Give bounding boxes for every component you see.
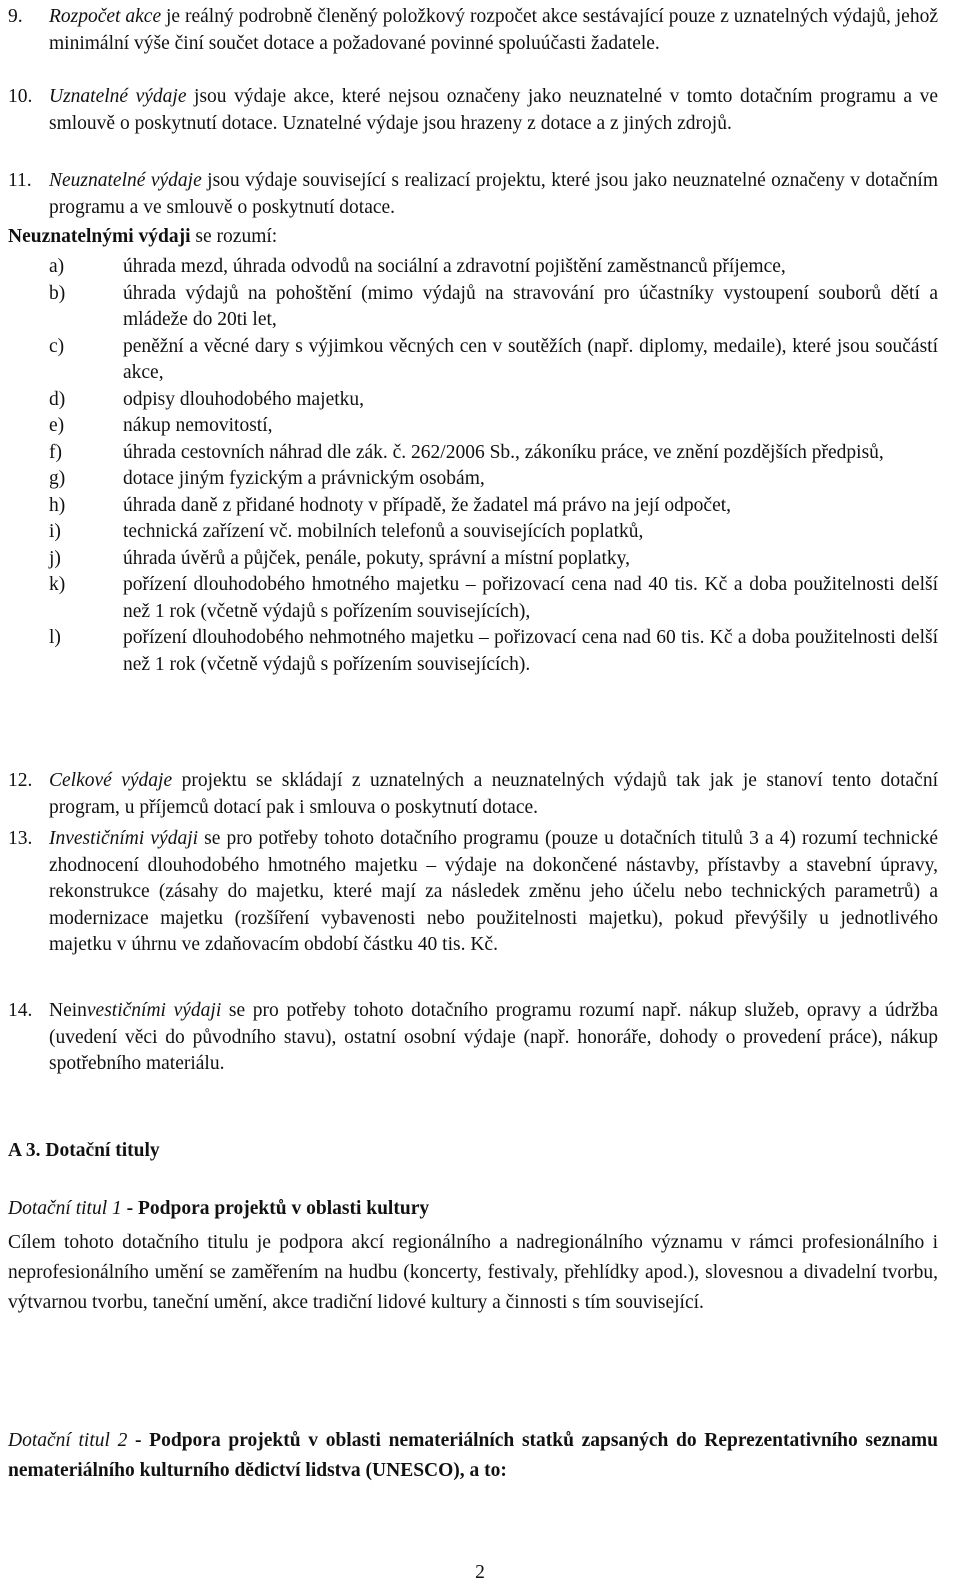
- term-prefix: Nein: [49, 1000, 87, 1021]
- lead-bold: Neuznatelnými výdaji: [8, 226, 191, 247]
- excluded-cost-item: [49, 572, 938, 625]
- definition-text: je reálný podrobně členěný položkový rozpočet akce sestávající pouze z uznatelných výdajů, jehož minimální výše činí součet dotace a požadované povinné spoluúčasti žadatele.: [49, 6, 938, 54]
- list-label: c): [49, 335, 65, 357]
- section-heading: A 3. Dotační tituly: [8, 1140, 160, 1161]
- item-text: [49, 4, 938, 57]
- excluded-costs-intro: [8, 224, 938, 251]
- title-italic: Dotační titul 1: [8, 1198, 122, 1219]
- page-number: 2: [475, 1562, 485, 1583]
- list-text: technická zařízení vč. mobilních telefonů a souvisejících poplatků,: [123, 521, 644, 543]
- list-label: k): [49, 574, 66, 596]
- title-bold: - Podpora projektů v oblasti nemateriálních statků zapsaných do Reprezentativního seznamu nemateriálního kulturního dědictví lidstva (UNESCO), a to:: [8, 1430, 938, 1482]
- list-label: i): [49, 521, 61, 543]
- definition-item-14: [8, 998, 938, 1078]
- definition-item-12: [8, 768, 938, 821]
- definition-text: se pro potřeby tohoto dotačního programu rozumí např. nákup služeb, opravy a údržba (uvedení věci do původního stavu), ostatní osobní výdaje (např. honoráře, dohody o provedení práce), nákup spotřebního materiálu.: [49, 1000, 939, 1075]
- list-text: úhrada mezd, úhrada odvodů na sociální a zdravotní pojištění zaměstnanců příjemce,: [123, 256, 786, 277]
- item-text: [49, 768, 938, 821]
- list-text: úhrada cestovních náhrad dle zák. č. 262/2006 Sb., zákoníku práce, ve znění pozdějších předpisů,: [123, 441, 884, 463]
- item-text: [49, 168, 938, 221]
- excluded-cost-item: [49, 413, 938, 440]
- item-text: [49, 84, 938, 137]
- definition-text: jsou výdaje související s realizací projektu, které jsou jako neuznatelné označeny v dotačním programu a ve smlouvě o poskytnutí dotace.: [49, 170, 938, 218]
- excluded-cost-item: [49, 254, 938, 281]
- defined-term: Uznatelné výdaje: [49, 86, 187, 107]
- item-number: 11.: [8, 170, 32, 191]
- item-text: [49, 826, 938, 959]
- lead-rest: se rozumí:: [190, 226, 278, 247]
- item-number: 13.: [8, 828, 33, 849]
- list-label: a): [49, 256, 65, 277]
- defined-term: Neuznatelné výdaje: [49, 170, 202, 191]
- list-text: úhrada daně z přidané hodnoty v případě, že žadatel má právo na její odpočet,: [123, 494, 732, 516]
- definition-text: se pro potřeby tohoto dotačního programu (pouze u dotačních titulů 3 a 4) rozumí technické zhodnocení dlouhodobého hmotného majetku – výdaje na dokončené nástavby, přístavby a stavební úpravy, rekonstrukce (zásahy do majetku, které mají za následek změnu jeho účelu nebo technických parametrů) a modernizace majetku (rozšíření vybavenosti nebo použitelnosti majetku), pokud převýšily u jednotlivého majetku v úhrnu ve zdaňovacím období částku 40 tis. Kč.: [49, 828, 938, 956]
- item-text: [49, 998, 938, 1078]
- defined-term: vestičními výdaji: [86, 1000, 222, 1021]
- excluded-cost-item: [49, 440, 938, 467]
- item-number: 10.: [8, 86, 33, 107]
- excluded-cost-item: [49, 493, 938, 520]
- item-number: 9.: [8, 6, 23, 27]
- definition-item-10: [8, 84, 938, 137]
- title-italic: Dotační titul 2: [8, 1430, 128, 1451]
- excluded-cost-item: [49, 334, 938, 387]
- excluded-cost-item: [49, 281, 938, 334]
- list-text: úhrada výdajů na pohoštění (mimo výdajů na stravování pro účastníky vystoupení souborů dětí a mládeže do 20ti let,: [123, 282, 938, 331]
- excluded-cost-item: [49, 387, 938, 414]
- excluded-cost-item: [49, 625, 938, 678]
- list-label: l): [49, 627, 61, 649]
- item-number: 12.: [8, 770, 33, 791]
- title-bold: - Podpora projektů v oblasti kultury: [121, 1198, 430, 1219]
- defined-term: Celkové výdaje: [49, 770, 173, 791]
- list-text: nákup nemovitostí,: [123, 415, 273, 437]
- subsidy-title-2-heading: [8, 1426, 938, 1486]
- definition-item-11: [8, 168, 938, 221]
- list-text: dotace jiným fyzickým a právnickým osobám,: [123, 468, 485, 490]
- excluded-cost-item: [49, 546, 938, 573]
- list-text: úhrada úvěrů a půjček, penále, pokuty, správní a místní poplatky,: [123, 547, 631, 569]
- subsidy-title-1-heading: [8, 1196, 938, 1223]
- list-label: h): [49, 494, 66, 516]
- definition-text: jsou výdaje akce, které nejsou označeny jako neuznatelné v tomto dotačním programu a ve smlouvě o poskytnutí dotace. Uznatelné výdaje jsou hrazeny z dotace a z jiných zdrojů.: [49, 86, 939, 134]
- list-label: f): [49, 441, 62, 463]
- list-text: odpisy dlouhodobého majetku,: [123, 388, 365, 410]
- definition-text: projektu se skládají z uznatelných a neuznatelných výdajů tak jak je stanoví tento dotační program, u příjemců dotací pak i smlouva o poskytnutí dotace.: [49, 770, 938, 818]
- definition-item-9: [8, 4, 938, 57]
- list-text: pořízení dlouhodobého hmotného majetku – pořizovací cena nad 40 tis. Kč a doba použitelnosti delší než 1 rok (včetně výdajů s pořízením souvisejících),: [123, 574, 938, 622]
- defined-term: Rozpočet akce: [49, 6, 162, 27]
- list-label: g): [49, 468, 66, 490]
- list-label: d): [49, 388, 66, 410]
- list-label: j): [49, 547, 61, 569]
- excluded-costs-list: [49, 254, 938, 678]
- excluded-cost-item: [49, 466, 938, 493]
- item-number: 14.: [8, 1000, 33, 1021]
- defined-term: Investičními výdaji: [49, 828, 199, 849]
- list-label: b): [49, 282, 66, 304]
- definition-item-13: [8, 826, 938, 959]
- subsidy-title-1-body: Cílem tohoto dotačního titulu je podpora akcí regionálního a nadregionálního významu v rámci profesionálního i neprofesionálního umění se zaměřením na hudbu (koncerty, festivaly, přehlídky apod.), slovesnou a divadelní tvorbu, výtvarnou tvorbu, taneční umění, akce tradiční lidové kultury a činnosti s tím související.: [8, 1232, 938, 1314]
- list-label: e): [49, 415, 65, 437]
- excluded-cost-item: [49, 519, 938, 546]
- list-text: pořízení dlouhodobého nehmotného majetku – pořizovací cena nad 60 tis. Kč a doba použitelnosti delší než 1 rok (včetně výdajů s pořízením souvisejících).: [123, 627, 938, 675]
- list-text: peněžní a věcné dary s výjimkou věcných cen v soutěžích (např. diplomy, medaile), které jsou součástí akce,: [123, 335, 938, 384]
